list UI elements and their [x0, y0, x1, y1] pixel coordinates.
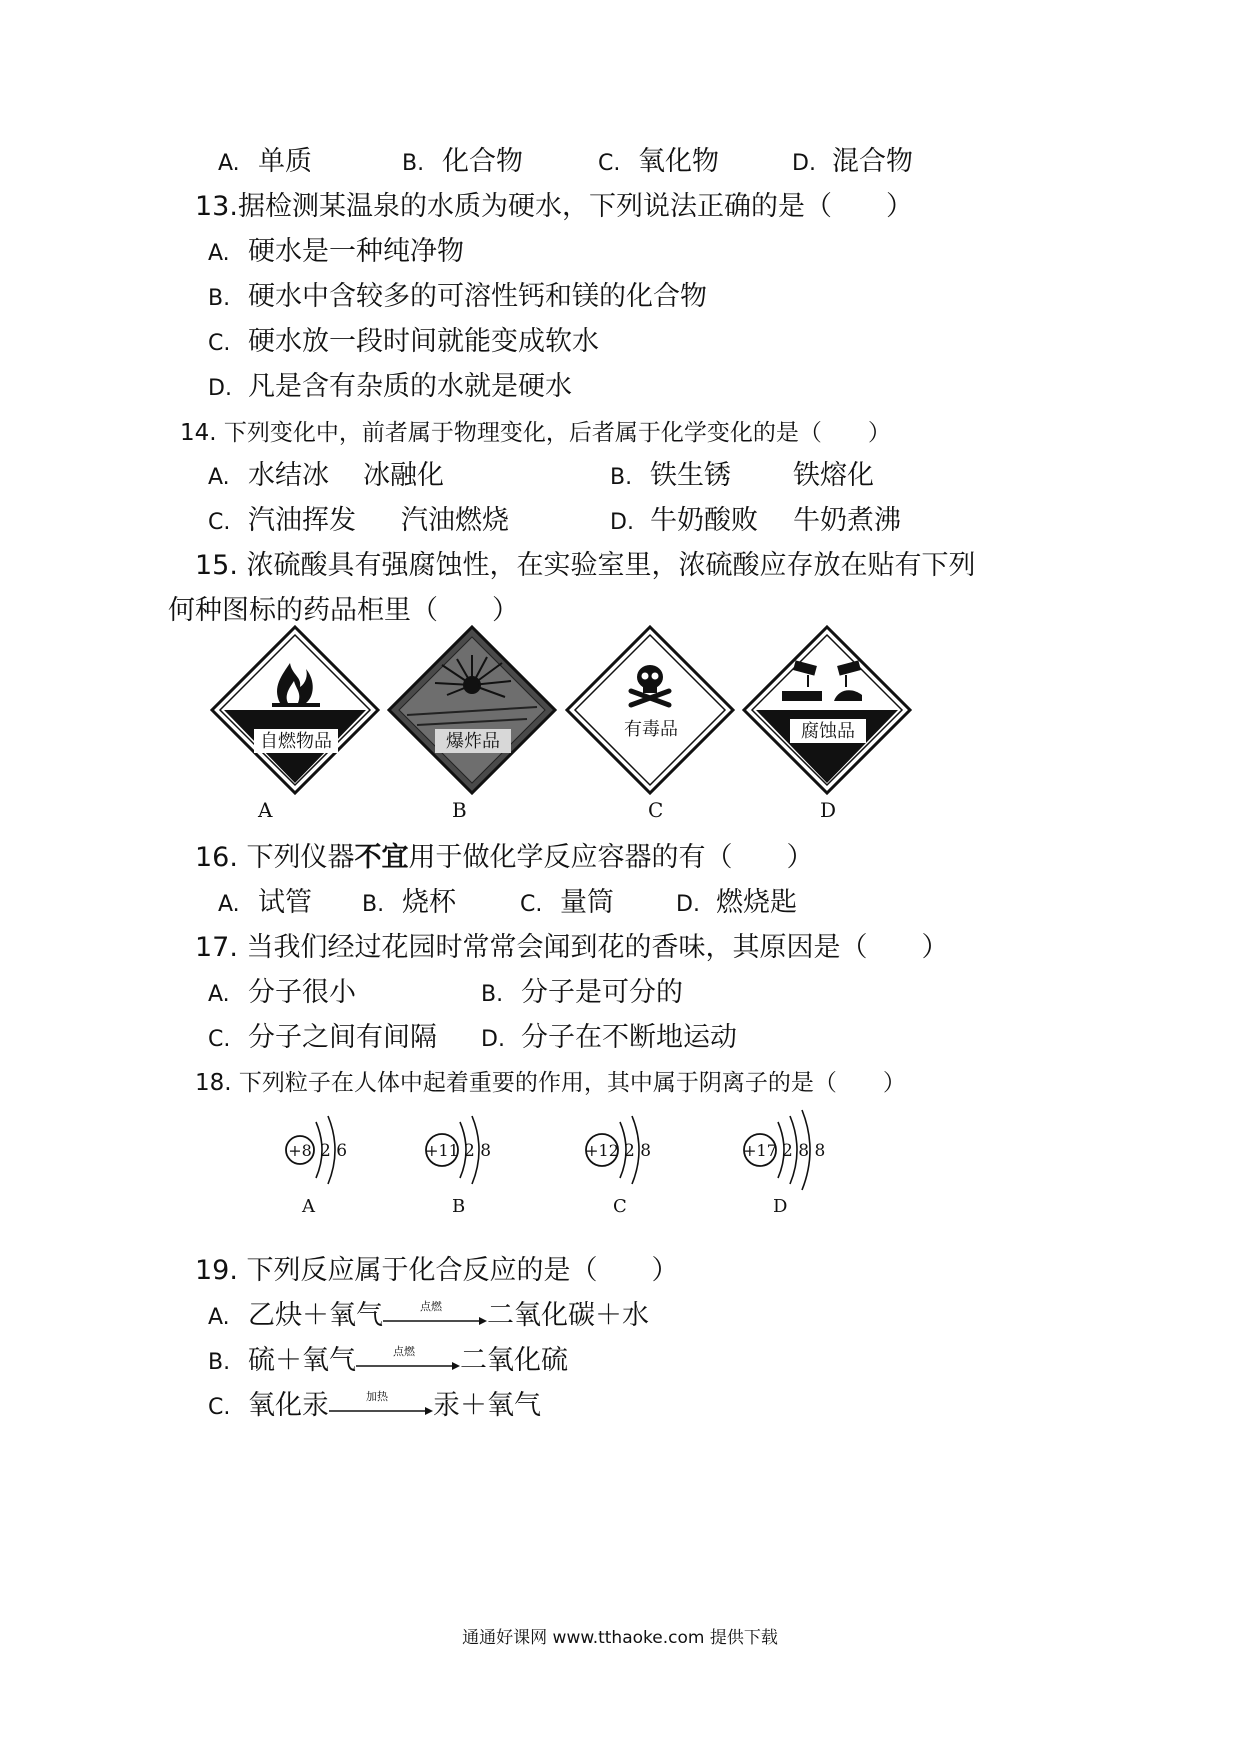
atom-c-shells: 2 8	[624, 1141, 652, 1161]
atom-c-nucleus: +12	[585, 1141, 619, 1160]
atom-d-nucleus: +17	[743, 1141, 777, 1160]
q12-option-c: C. 氧化物	[598, 146, 719, 177]
q17-option-d: D. 分子在不断地运动	[481, 1022, 737, 1053]
atom-a-shells: 2 6	[320, 1141, 348, 1161]
atom-d-letter: D	[773, 1196, 788, 1217]
q16-stem-emphasis: 不宜	[354, 842, 409, 873]
q13-option-a: A. 硬水是一种纯净物	[208, 236, 464, 267]
hazard-sign-a	[210, 625, 380, 795]
q13-stem: 13.据检测某温泉的水质为硬水，下列说法正确的是（ ）	[195, 191, 913, 222]
sign-a-label: 自燃物品	[260, 731, 332, 752]
q14-option-b-second: 铁熔化	[793, 460, 874, 491]
q17-option-a: A. 分子很小	[208, 977, 356, 1008]
q15-stem-line1: 15. 浓硫酸具有强腐蚀性，在实验室里，浓硫酸应存放在贴有下列	[195, 550, 976, 581]
q12-option-d: D. 混合物	[792, 146, 913, 177]
sign-c-letter: C	[648, 798, 664, 822]
q14-option-b: B. 铁生锈 铁熔化	[610, 460, 874, 491]
atom-diagram-a	[280, 1100, 400, 1200]
hazard-sign-d	[742, 625, 912, 795]
reaction-arrow-a: 点燃	[383, 1299, 487, 1333]
q14-stem: 14. 下列变化中，前者属于物理变化，后者属于化学变化的是（ ）	[180, 420, 891, 446]
reaction-arrow-c: 加热	[329, 1389, 433, 1423]
q16-option-d: D. 燃烧匙	[676, 887, 797, 918]
q17-option-c: C. 分子之间有间隔	[208, 1022, 437, 1053]
atom-b-letter: B	[452, 1196, 466, 1217]
q16-option-c: C. 量筒	[520, 887, 614, 918]
sign-c-label: 有毒品	[624, 719, 678, 740]
q15-stem-line2: 何种图标的药品柜里（ ）	[168, 595, 519, 626]
atom-a-letter: A	[302, 1196, 315, 1217]
sign-d-letter: D	[820, 798, 837, 822]
q14-option-c: C. 汽油挥发 汽油燃烧	[208, 505, 509, 536]
atom-b-shells: 2 8	[464, 1141, 492, 1161]
q13-option-c: C. 硬水放一段时间就能变成软水	[208, 326, 599, 357]
atom-diagram-b	[420, 1100, 540, 1200]
q14-option-d: D. 牛奶酸败 牛奶煮沸	[610, 505, 901, 536]
q19-stem: 19. 下列反应属于化合反应的是（ ）	[195, 1255, 679, 1286]
q19-option-c: C. 氧化汞 加热 汞＋氧气	[208, 1390, 541, 1421]
q19-option-a: A. 乙炔＋氧气 点燃 二氧化碳＋水	[208, 1300, 649, 1331]
footer-watermark: 通通好课网 www.tthaoke.com 提供下载	[462, 1628, 778, 1648]
atom-b-nucleus: +11	[425, 1141, 459, 1160]
q12-option-a: A. 单质	[218, 146, 312, 177]
q13-option-b: B. 硬水中含较多的可溶性钙和镁的化合物	[208, 281, 707, 312]
hazard-sign-b	[387, 625, 557, 795]
q14-option-c-second: 汽油燃烧	[401, 505, 509, 536]
q14-option-a-second: 冰融化	[363, 460, 444, 491]
sign-b-label: 爆炸品	[446, 731, 500, 752]
q13-option-d: D. 凡是含有杂质的水就是硬水	[208, 371, 572, 402]
q12-option-b: B. 化合物	[402, 146, 523, 177]
q16-option-b: B. 烧杯	[362, 887, 456, 918]
q14-option-d-second: 牛奶煮沸	[793, 505, 901, 536]
sign-d-label: 腐蚀品	[801, 721, 855, 742]
hazard-sign-c	[565, 625, 735, 795]
arrow-icon	[329, 1406, 433, 1416]
q17-stem: 17. 当我们经过花园时常常会闻到花的香味，其原因是（ ）	[195, 932, 949, 963]
q17-option-b: B. 分子是可分的	[481, 977, 683, 1008]
q19-option-b: B. 硫＋氧气 点燃 二氧化硫	[208, 1345, 568, 1376]
q16-option-a: A. 试管	[218, 887, 312, 918]
atom-diagram-d	[738, 1100, 858, 1200]
atom-a-nucleus: +8	[288, 1141, 312, 1160]
sign-a-letter: A	[258, 798, 273, 822]
q14-option-a: A. 水结冰 冰融化	[208, 460, 444, 491]
q18-stem: 18. 下列粒子在人体中起着重要的作用，其中属于阴离子的是（ ）	[195, 1070, 906, 1096]
sign-b-letter: B	[452, 798, 467, 822]
atom-d-shells: 2 8 8	[782, 1141, 826, 1161]
reaction-arrow-b: 点燃	[356, 1344, 460, 1378]
arrow-icon	[383, 1316, 487, 1326]
atom-diagram-c	[580, 1100, 700, 1200]
q16-stem: 16. 下列仪器不宜用于做化学反应容器的有（ ）	[195, 842, 814, 873]
arrow-icon	[356, 1361, 460, 1371]
atom-c-letter: C	[613, 1196, 627, 1217]
